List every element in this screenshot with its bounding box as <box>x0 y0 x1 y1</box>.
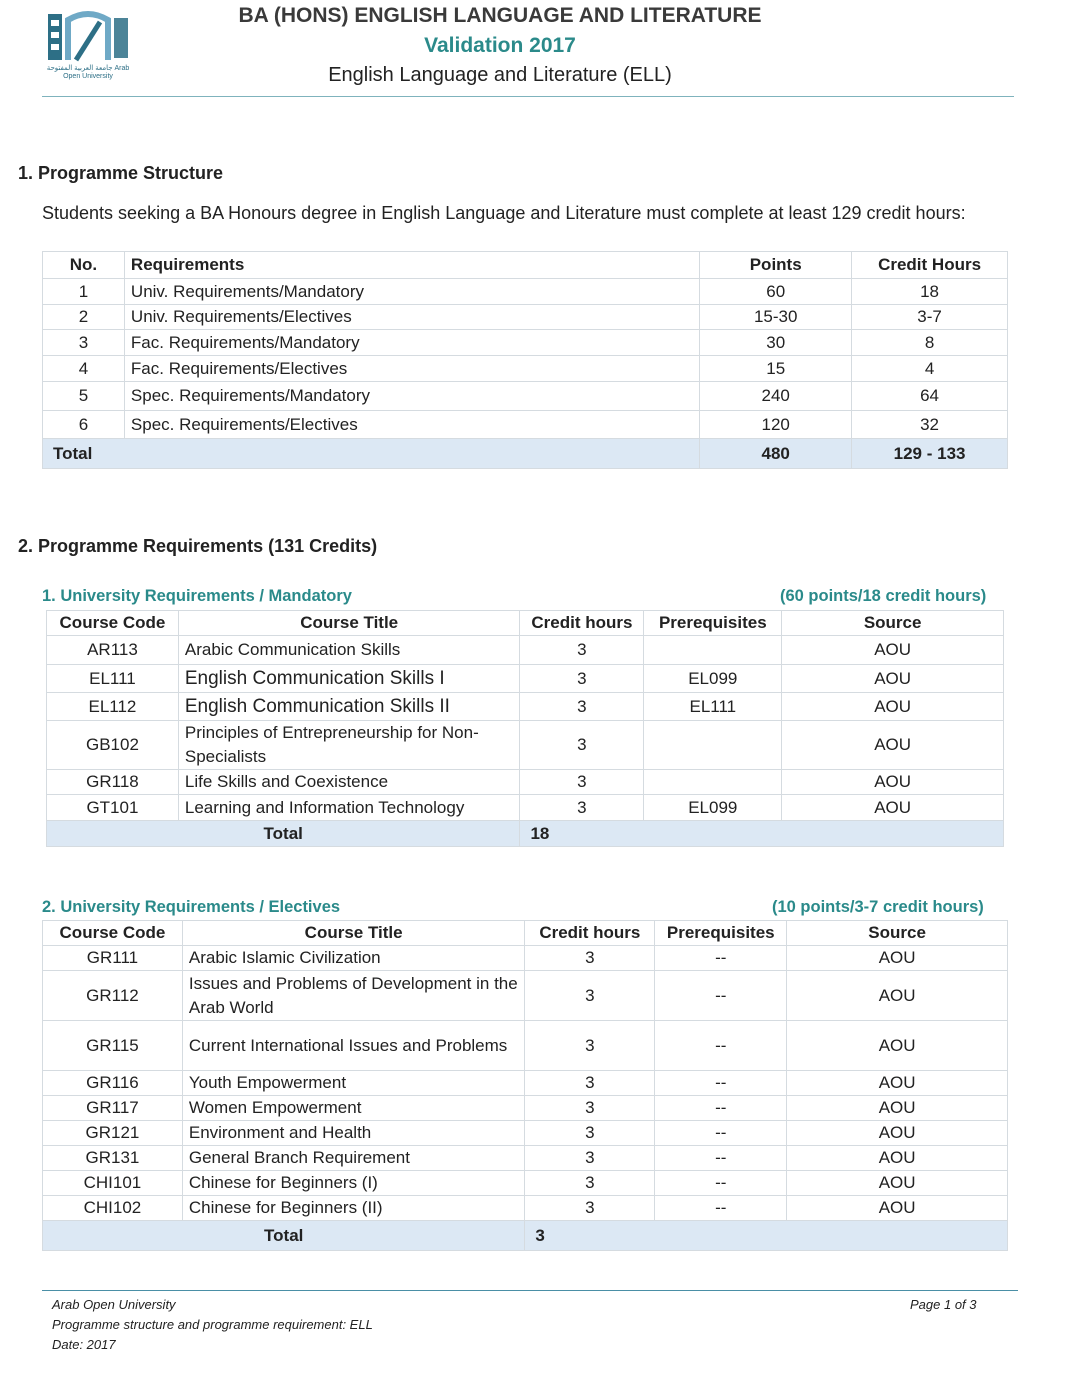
course-title: General Branch Requirement <box>182 1146 525 1171</box>
validation-label: Validation 2017 <box>424 34 576 57</box>
table-header-row <box>43 921 1008 946</box>
cell: 64 <box>852 382 1008 411</box>
course-code: GR112 <box>43 971 183 1021</box>
table-total-row <box>43 439 1008 469</box>
source: AOU <box>787 1071 1008 1096</box>
cell: 6 <box>43 411 125 439</box>
prerequisites: -- <box>655 1146 787 1171</box>
total-label: Total <box>43 439 700 469</box>
credit-hours: 3 <box>525 1171 655 1196</box>
programme-intro-text: Students seeking a BA Honours degree in English Language and Literature must complete at least 129 credit hours: <box>42 203 966 223</box>
cell: 18 <box>852 279 1008 305</box>
source: AOU <box>782 693 1004 721</box>
table-row <box>43 946 1008 971</box>
credit-hours: 3 <box>525 1146 655 1171</box>
prerequisites: -- <box>655 946 787 971</box>
table-row <box>43 411 1008 439</box>
cell: 5 <box>43 382 125 411</box>
cell: 4 <box>43 356 125 382</box>
prerequisites: -- <box>655 1021 787 1071</box>
course-code: GR116 <box>43 1071 183 1096</box>
cell: 4 <box>852 356 1008 382</box>
credit-hours: 3 <box>520 665 644 693</box>
cell: 8 <box>852 330 1008 356</box>
table-row <box>43 356 1008 382</box>
column-header: Requirements <box>124 252 699 279</box>
total-credit-hours: 18 <box>520 821 1004 847</box>
course-code: GB102 <box>47 721 179 770</box>
credit-hours: 3 <box>525 1096 655 1121</box>
column-header: Course Code <box>47 611 179 636</box>
section-programme-requirements-heading: 2. Programme Requirements (131 Credits) <box>18 536 378 556</box>
prerequisites: -- <box>655 971 787 1021</box>
table-total-row <box>47 821 1004 847</box>
source: AOU <box>787 1196 1008 1221</box>
credit-hours: 3 <box>520 795 644 821</box>
column-header: Credit hours <box>525 921 655 946</box>
column-header: Course Title <box>178 611 520 636</box>
table-row <box>43 1196 1008 1221</box>
credit-hours: 3 <box>520 721 644 770</box>
programme-subtitle: English Language and Literature (ELL) <box>328 64 672 86</box>
mandatory-courses-table <box>46 610 1004 847</box>
cell: Spec. Requirements/Mandatory <box>124 382 699 411</box>
total-credit-hours: 129 - 133 <box>852 439 1008 469</box>
source: AOU <box>782 795 1004 821</box>
source: AOU <box>782 721 1004 770</box>
prerequisites: -- <box>655 1171 787 1196</box>
table-row <box>43 330 1008 356</box>
course-code: EL111 <box>47 665 179 693</box>
mandatory-points-label: (60 points/18 credit hours) <box>780 587 987 605</box>
total-label: Total <box>47 821 520 847</box>
prerequisites: -- <box>655 1196 787 1221</box>
course-title: English Communication Skills II <box>178 693 520 721</box>
table-total-row <box>43 1221 1008 1251</box>
column-header: Points <box>700 252 852 279</box>
course-title: Women Empowerment <box>182 1096 525 1121</box>
prerequisites: -- <box>655 1121 787 1146</box>
credit-hours: 3 <box>525 1121 655 1146</box>
credit-hours: 3 <box>525 971 655 1021</box>
cell: Fac. Requirements/Electives <box>124 356 699 382</box>
course-code: GR121 <box>43 1121 183 1146</box>
column-header: Credit Hours <box>852 252 1008 279</box>
electives-subheading: 2. University Requirements / Electives <box>42 898 341 916</box>
column-header: Prerequisites <box>644 611 782 636</box>
source: AOU <box>782 770 1004 795</box>
column-header: Credit hours <box>520 611 644 636</box>
course-code: AR113 <box>47 636 179 665</box>
prerequisites <box>644 636 782 665</box>
cell: Spec. Requirements/Electives <box>124 411 699 439</box>
total-label: Total <box>43 1221 525 1251</box>
electives-courses-table <box>42 920 1008 1251</box>
cell: Fac. Requirements/Mandatory <box>124 330 699 356</box>
footer-description: Programme structure and programme requirement: ELL <box>52 1317 373 1332</box>
column-header: Prerequisites <box>655 921 787 946</box>
credit-hours: 3 <box>520 693 644 721</box>
electives-points-label: (10 points/3-7 credit hours) <box>772 898 984 916</box>
logo-text: جامعة العربية المفتوحة Arab Open University <box>46 65 130 80</box>
table-row <box>47 693 1004 721</box>
course-title: English Communication Skills I <box>178 665 520 693</box>
table-row <box>47 665 1004 693</box>
cell: 3-7 <box>852 305 1008 330</box>
footer-divider <box>42 1290 1018 1291</box>
course-title: Arabic Islamic Civilization <box>182 946 525 971</box>
course-title: Principles of Entrepreneurship for Non-Specialists <box>178 721 520 770</box>
course-title: Chinese for Beginners (II) <box>182 1196 525 1221</box>
cell: 1 <box>43 279 125 305</box>
table-row <box>47 636 1004 665</box>
document-title: BA (HONS) ENGLISH LANGUAGE AND LITERATURE <box>238 4 762 27</box>
cell: 15-30 <box>700 305 852 330</box>
prerequisites: -- <box>655 1071 787 1096</box>
source: AOU <box>787 971 1008 1021</box>
course-code: GR118 <box>47 770 179 795</box>
prerequisites: EL099 <box>644 665 782 693</box>
credit-hours: 3 <box>525 1071 655 1096</box>
table-row <box>43 1146 1008 1171</box>
table-header-row <box>43 252 1008 279</box>
table-row <box>43 1121 1008 1146</box>
course-title: Youth Empowerment <box>182 1071 525 1096</box>
credit-hours: 3 <box>520 770 644 795</box>
table-row <box>43 971 1008 1021</box>
course-title: Arabic Communication Skills <box>178 636 520 665</box>
table-row <box>47 795 1004 821</box>
cell: 240 <box>700 382 852 411</box>
cell: 120 <box>700 411 852 439</box>
table-row <box>43 1096 1008 1121</box>
source: AOU <box>787 1171 1008 1196</box>
course-title: Chinese for Beginners (I) <box>182 1171 525 1196</box>
source: AOU <box>787 1146 1008 1171</box>
course-title: Issues and Problems of Development in the Arab World <box>182 971 525 1021</box>
source: AOU <box>787 946 1008 971</box>
footer-date: Date: 2017 <box>52 1337 116 1352</box>
course-code: CHI101 <box>43 1171 183 1196</box>
source: AOU <box>782 665 1004 693</box>
cell: 30 <box>700 330 852 356</box>
column-header: Course Title <box>182 921 525 946</box>
source: AOU <box>787 1121 1008 1146</box>
source: AOU <box>787 1096 1008 1121</box>
table-row <box>47 770 1004 795</box>
table-row <box>43 382 1008 411</box>
table-header-row <box>47 611 1004 636</box>
credit-hours: 3 <box>525 1021 655 1071</box>
course-code: GR117 <box>43 1096 183 1121</box>
column-header: Source <box>787 921 1008 946</box>
source: AOU <box>782 636 1004 665</box>
table-row <box>47 721 1004 770</box>
table-row <box>43 279 1008 305</box>
total-points: 480 <box>700 439 852 469</box>
column-header: Source <box>782 611 1004 636</box>
course-title: Current International Issues and Problems <box>182 1021 525 1071</box>
credit-hours: 3 <box>520 636 644 665</box>
footer-organization: Arab Open University <box>52 1297 176 1312</box>
total-credit-hours: 3 <box>525 1221 1008 1251</box>
course-code: GR111 <box>43 946 183 971</box>
source: AOU <box>787 1021 1008 1071</box>
cell: Univ. Requirements/Mandatory <box>124 279 699 305</box>
course-code: CHI102 <box>43 1196 183 1221</box>
cell: 2 <box>43 305 125 330</box>
prerequisites: EL099 <box>644 795 782 821</box>
course-code: GT101 <box>47 795 179 821</box>
table-row <box>43 1171 1008 1196</box>
course-title: Learning and Information Technology <box>178 795 520 821</box>
course-code: GR115 <box>43 1021 183 1071</box>
course-title: Life Skills and Coexistence <box>178 770 520 795</box>
prerequisites: EL111 <box>644 693 782 721</box>
course-title: Environment and Health <box>182 1121 525 1146</box>
course-code: EL112 <box>47 693 179 721</box>
table-row <box>43 1071 1008 1096</box>
mandatory-subheading: 1. University Requirements / Mandatory <box>42 587 352 605</box>
cell: 32 <box>852 411 1008 439</box>
table-row <box>43 1021 1008 1071</box>
cell: Univ. Requirements/Electives <box>124 305 699 330</box>
page-number: Page 1 of 3 <box>910 1297 977 1312</box>
prerequisites: -- <box>655 1096 787 1121</box>
prerequisites <box>644 721 782 770</box>
column-header: No. <box>43 252 125 279</box>
credit-hours: 3 <box>525 1196 655 1221</box>
programme-structure-table <box>42 251 1008 469</box>
course-code: GR131 <box>43 1146 183 1171</box>
prerequisites <box>644 770 782 795</box>
table-row <box>43 305 1008 330</box>
cell: 3 <box>43 330 125 356</box>
credit-hours: 3 <box>525 946 655 971</box>
section-programme-structure-heading: 1. Programme Structure <box>18 163 224 183</box>
cell: 15 <box>700 356 852 382</box>
cell: 60 <box>700 279 852 305</box>
column-header: Course Code <box>43 921 183 946</box>
